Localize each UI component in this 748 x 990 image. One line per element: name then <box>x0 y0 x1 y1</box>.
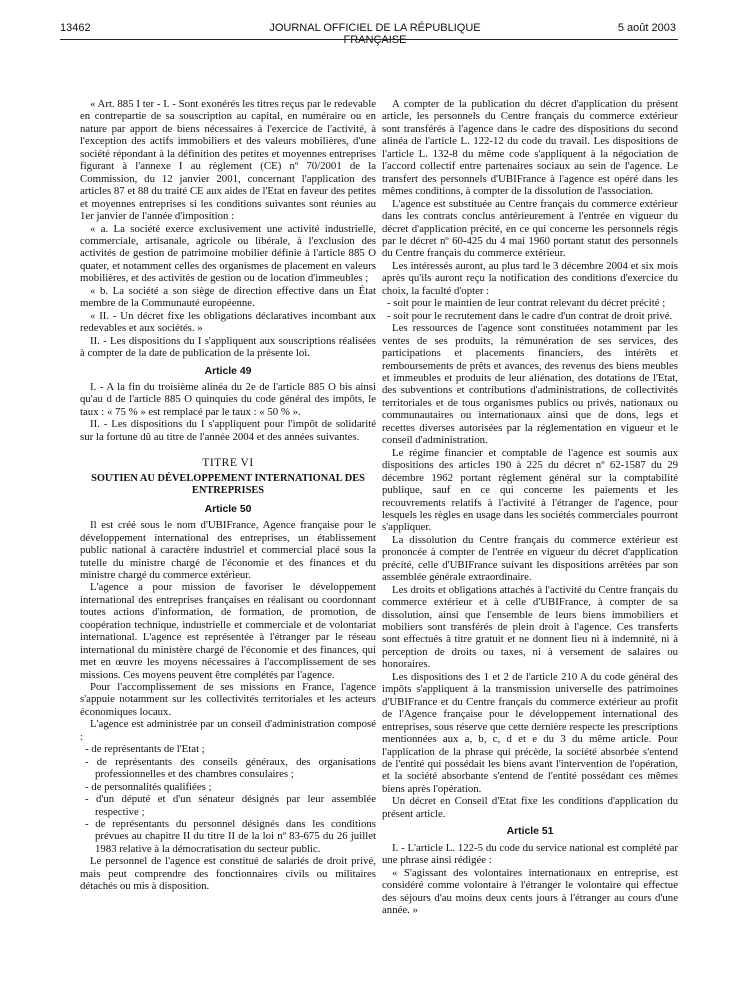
paragraph: « S'agissant des volontaires internationaux en entreprise, est considéré comme volontaire à l'étranger le volontaire qui effectue des séjours d'au moins deux cents jours à l'étranger au cours d'une année. » <box>382 866 678 916</box>
paragraph: Il est créé sous le nom d'UBIFrance, Agence française pour le développement international des entreprises, un établissement public national à caractère industriel et commercial placé sous la tutelle du ministre chargé de l'économie et des finances et du ministre chargé du commerce extérieur. <box>80 519 376 581</box>
list-item: - de représentants des conseils généraux, des organisations professionnelles et des chambres consulaires ; <box>85 755 376 781</box>
paragraph: « Art. 885 I ter - I. - Sont exonérés les titres reçus par le redevable en contrepartie de sa souscription au capital, en numéraire ou en nature par apport de biens nécessaires à l'exercice de l'activité, à l'exception des actifs immobiliers et des valeurs mobilières, d'une société répondant à la définition des petites et moyennes entreprises figurant à l'annexe I au règlement (CE) nº 70/2001 de la Commission, du 12 janvier 2001, concernant l'application des articles 87 et 88 du traité CE aux aides de l'Etat en faveur des petites et moyennes entreprises si les conditions suivantes sont réunies au 1er janvier de l'année d'imposition : <box>80 98 376 223</box>
paragraph: Pour l'accomplissement de ses missions en France, l'agence s'appuie notamment sur les collectivités territoriales et les acteurs économiques locaux. <box>80 681 376 718</box>
list-item: - d'un député et d'un sénateur désignés par leur assemblée respective ; <box>85 793 376 818</box>
paragraph: Les droits et obligations attachés à l'activité du Centre français du commerce extérieur et à celle d'UBIFrance, à compter de sa dissolution, ainsi que l'ensemble de leurs biens immobiliers et mobiliers sont transférés de plein droit à l'agence. Ces transferts sont effectués à titre gratuit et ne donnent lieu ni à indemnité, ni à perception de droits ou taxes, ni à versement de salaires ou honoraires. <box>382 583 678 671</box>
list-item: - de personnalités qualifiées ; <box>85 780 212 793</box>
paragraph: Les ressources de l'agence sont constituées notamment par les ventes de ses produits, la rémunération de ses services, des participations et placements financiers, des intérêts et remboursements de prêts et avances, des revenus des biens meubles et immeubles et produits de leur aliénation, des dotations de l'Etat, des subventions et contributions d'administrations, de collectivités territoriales et de tous organismes publics ou privés, nationaux ou communautaires ou internationaux ainsi que de dons, legs et recettes diverses autorisées par la réglementation en vigueur et le conseil d'administration. <box>382 322 678 447</box>
paragraph: Le régime financier et comptable de l'agence est soumis aux dispositions des articles 190 à 225 du décret nº 62-1587 du 29 décembre 1962 portant règlement général sur la comptabilité publique, sauf en ce qui concerne les paiements et les recouvrements relatifs à l'activité à l'étranger de l'agence, pour lesquels les règles en usage dans les sociétés commerciales pourront s'appliquer. <box>382 446 678 534</box>
publication-date: 5 août 2003 <box>617 22 676 34</box>
left-column <box>80 98 376 893</box>
page-number: 13462 <box>60 22 91 34</box>
journal-title: JOURNAL OFFICIEL DE LA RÉPUBLIQUE FRANÇAISE <box>269 22 481 46</box>
paragraph: « b. La société a son siège de direction effective dans un État membre de la Communauté européenne. <box>80 284 376 310</box>
list-item: - soit pour le maintien de leur contrat relevant du décret précité ; <box>387 297 666 310</box>
paragraph: I. - A la fin du troisième alinéa du 2e de l'article 885 O bis ainsi qu'au d de l'article 885 O quinquies du code général des impôts, le taux : « 75 % » est remplacé par le taux : « 50 % ». <box>80 380 376 418</box>
article-heading: Article 50 <box>204 503 252 515</box>
paragraph: La dissolution du Centre français du commerce extérieur est prononcée à compter de l'entrée en vigueur du décret d'application précité, celle d'UBIFrance suivant les dispositions arrêtées par son assemblée générale extraordinaire. <box>382 533 678 584</box>
paragraph: I. - L'article L. 122-5 du code du service national est complété par une phrase ainsi rédigée : <box>382 841 678 867</box>
article-heading: Article 51 <box>506 826 554 838</box>
list-item: - soit pour le recrutement dans le cadre d'un contrat de droit privé. <box>387 309 673 322</box>
paragraph: L'agence est substituée au Centre français du commerce extérieur dans les contrats conclus antérieurement à l'entrée en vigueur du décret d'application précité, en ce qui concerne les personnels régis par le décret nº 60-425 du 4 mai 1960 portant statut des personnels du Centre français du commerce extérieur. <box>382 197 678 260</box>
paragraph: II. - Les dispositions du I s'appliquent pour l'impôt de solidarité sur la fortune dû au titre de l'année 2004 et des années suivantes. <box>80 418 376 443</box>
paragraph: « a. La société exerce exclusivement une activité industrielle, commerciale, artisanale, agricole ou libérale, à l'exclusion des activités de gestion de patrimoine mobilier définie à l'article 885 O quater, et notamment celles des organismes de placement en valeurs mobilières, et des activités de gestion ou de location d'immeubles ; <box>80 222 376 285</box>
paragraph: Un décret en Conseil d'Etat fixe les conditions d'application du présent article. <box>382 795 678 820</box>
paragraph: II. - Les dispositions du I s'appliquent aux souscriptions réalisées à compter de la date de publication de la présente loi. <box>80 334 376 360</box>
paragraph: L'agence est administrée par un conseil d'administration composé : <box>80 718 376 743</box>
paragraph: Le personnel de l'agence est constitué de salariés de droit privé, mais peut comprendre des fonctionnaires civils ou militaires détachés ou mis à disposition. <box>80 855 376 893</box>
list-item: - de représentants du personnel désignés dans les conditions prévues au chapitre II du titre II de la loi nº 83-675 du 26 juillet 1983 relative à la démocratisation du secteur public. <box>85 818 376 855</box>
page-header <box>0 0 748 52</box>
header-rule <box>60 39 678 40</box>
right-column <box>382 98 678 916</box>
paragraph: « II. - Un décret fixe les obligations déclaratives incombant aux redevables et aux sociétés. » <box>80 309 376 335</box>
paragraph: Les dispositions des 1 et 2 de l'article 210 A du code général des impôts s'appliquent à la transmission universelle des patrimoines d'UBIFrance et du Centre français du commerce extérieur au profit de l'Agence française pour le développement international des entreprises, sous réserve que cette dernière respecte les prescriptions mentionnées aux a, b, c, d et e du 3 du même article. Pour l'application de la phrase qui précède, la société absorbée s'entend de l'entité qui possédait les biens avant l'intervention de l'opération, et la société absorbante s'entend de l'entité possédant ces mêmes biens après l'opération. <box>382 670 678 795</box>
list-item: - de représentants de l'Etat ; <box>85 743 205 756</box>
paragraph: L'agence a pour mission de favoriser le développement international des entreprises françaises en réalisant ou coordonnant toutes actions d'information, de formation, de promotion, de coopération technique, industrielle et commerciale et de volontariat international. L'agence est représentée à l'étranger par le réseau international du ministère chargé de l'économie et des finances, qui met en œuvre les moyens nécessaires à l'accomplissement de ses missions. Ces moyens peuvent être complétés par l'agence. <box>80 581 376 681</box>
paragraph: Les intéressés auront, au plus tard le 3 décembre 2004 et six mois après qu'ils auront reçu la notification des conditions d'exercice du choix, la faculté d'opter : <box>382 259 678 297</box>
title-heading: TITRE VI <box>202 457 254 470</box>
article-heading: Article 49 <box>204 365 252 377</box>
title-subheading: SOUTIEN AU DÉVELOPPEMENT INTERNATIONAL DES ENTREPRISES <box>91 472 365 497</box>
paragraph: A compter de la publication du décret d'application du présent article, les personnels du Centre français du commerce extérieur sont transférés à l'agence dans le cadre des dispositions du second alinéa de l'article L. 122-12 du code du travail. Les dispositions de l'article L. 132-8 du même code s'appliquent à la négociation de l'accord collectif entre partenaires sociaux au sein de l'agence. Le transfert des personnels d'UBIFrance à l'agence est opéré dans les mêmes conditions, à compter de la dissolution de l'association. <box>382 98 678 198</box>
